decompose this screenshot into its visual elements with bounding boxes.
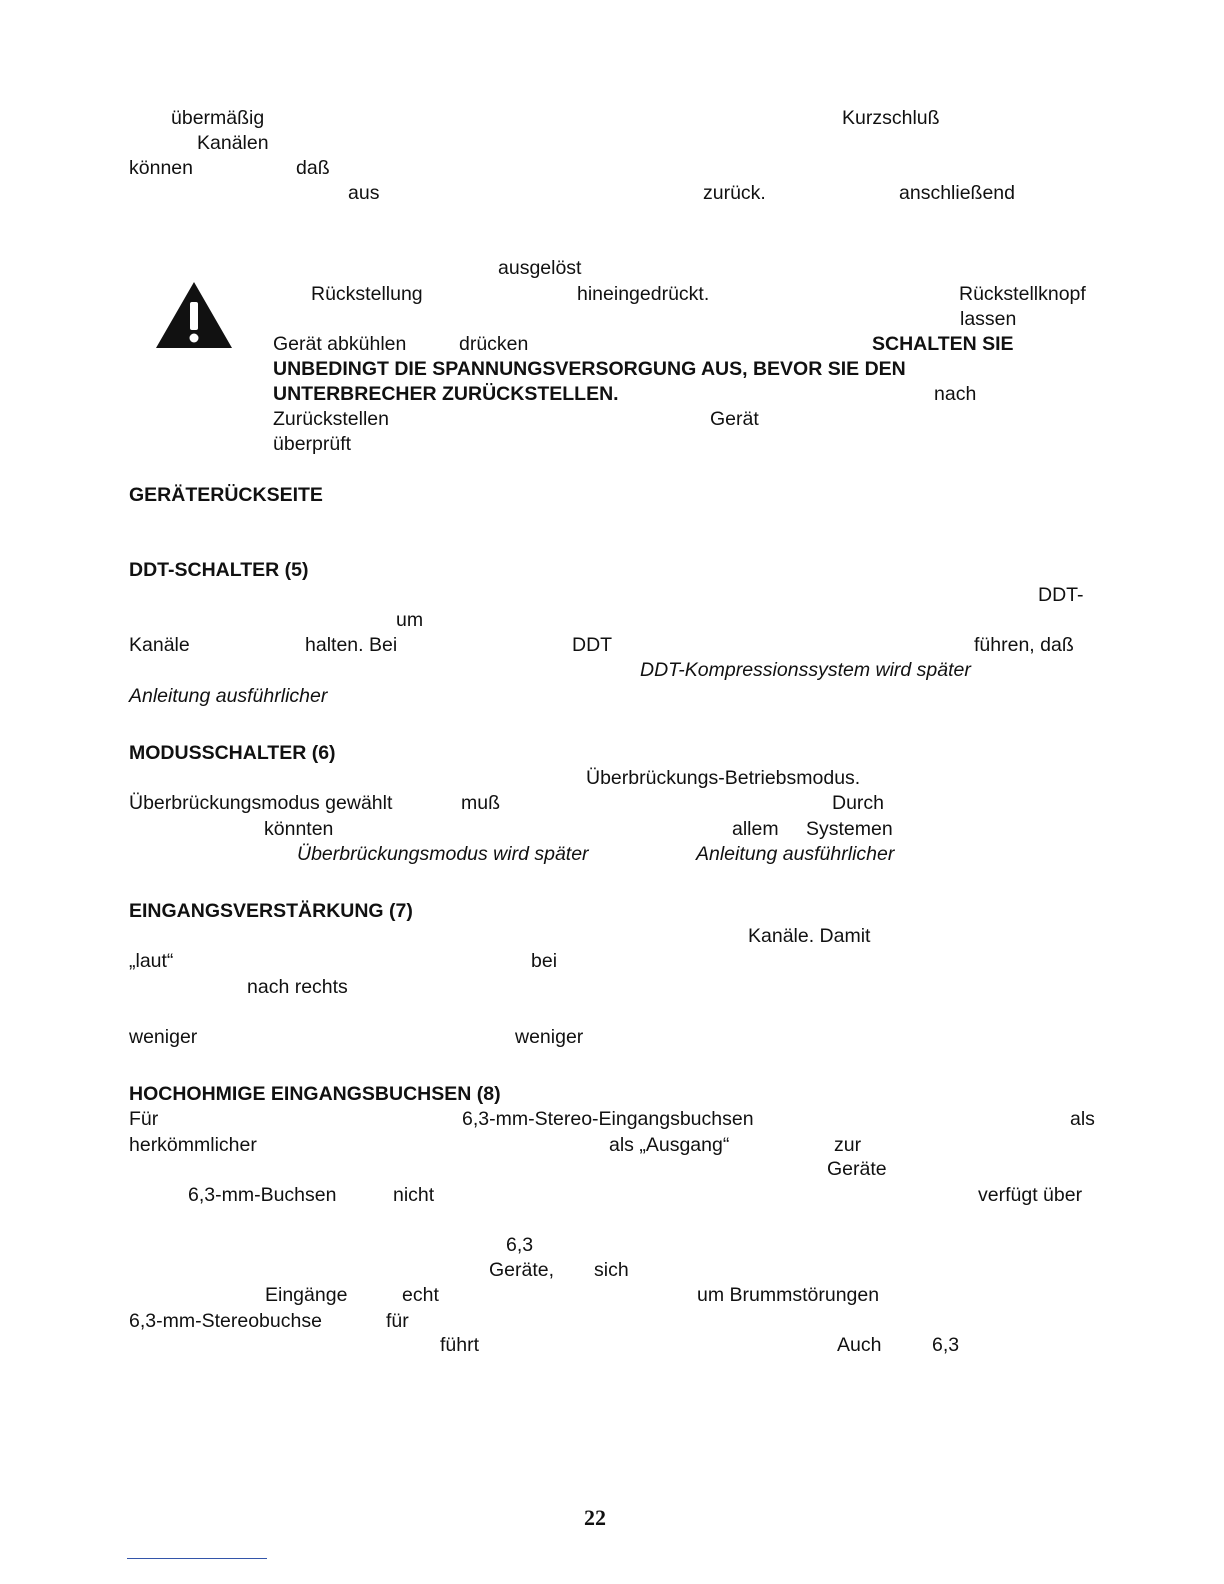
text-fragment: aus	[348, 182, 380, 204]
italic-fragment: Anleitung ausführlicher	[696, 843, 895, 865]
text-fragment: übermäßig	[171, 107, 265, 129]
text-fragment: „laut“	[129, 950, 174, 972]
text-fragment: nach	[934, 383, 977, 405]
italic-fragment: Anleitung ausführlicher	[129, 685, 328, 707]
text-fragment: Systemen	[806, 818, 893, 840]
text-fragment: drücken	[459, 333, 529, 355]
text-fragment: Durch	[832, 792, 885, 814]
text-fragment: Rückstellung	[311, 283, 423, 305]
text-fragment: um	[396, 609, 424, 631]
text-fragment: halten. Bei	[305, 634, 398, 656]
text-fragment: Für	[129, 1108, 159, 1130]
section-heading-inputs: HOCHOHMIGE EINGANGSBUCHSEN (8)	[129, 1083, 501, 1105]
text-fragment: weniger	[129, 1026, 198, 1048]
text-fragment: 6,3-mm-Stereobuchse	[129, 1310, 322, 1332]
text-fragment: Geräte,	[489, 1259, 555, 1281]
text-fragment: Rückstellknopf	[959, 283, 1086, 305]
text-fragment: Zurückstellen	[273, 408, 389, 430]
text-fragment: daß	[296, 157, 330, 179]
text-fragment: DDT-	[1038, 584, 1084, 606]
italic-fragment: Überbrückungsmodus wird später	[297, 843, 589, 865]
text-fragment: Kurzschluß	[842, 107, 940, 129]
text-fragment: führt	[440, 1334, 480, 1356]
text-fragment: 6,3	[932, 1334, 960, 1356]
text-fragment: führen, daß	[974, 634, 1074, 656]
text-fragment: DDT	[572, 634, 613, 656]
warning-bold-text: UNTERBRECHER ZURÜCKSTELLEN.	[273, 383, 619, 405]
text-fragment: als	[1070, 1108, 1095, 1130]
text-fragment: anschließend	[899, 182, 1015, 204]
text-fragment: 6,3	[506, 1234, 534, 1256]
text-fragment: muß	[461, 792, 500, 814]
warning-bold-text: SCHALTEN SIE	[872, 333, 1014, 355]
section-heading-rear: GERÄTERÜCKSEITE	[129, 484, 323, 506]
text-fragment: hineingedrückt.	[577, 283, 710, 305]
italic-fragment: DDT-Kompressionssystem wird später	[640, 659, 971, 681]
text-fragment: sich	[594, 1259, 629, 1281]
text-fragment: Kanälen	[197, 132, 269, 154]
text-fragment: zurück.	[703, 182, 766, 204]
section-heading-gain: EINGANGSVERSTÄRKUNG (7)	[129, 900, 413, 922]
text-fragment: zur	[834, 1134, 862, 1156]
text-fragment: könnten	[264, 818, 334, 840]
text-fragment: Auch	[837, 1334, 882, 1356]
warning-bold-text: UNBEDINGT DIE SPANNUNGSVERSORGUNG AUS, BEVOR SIE DEN	[273, 358, 906, 380]
text-fragment: allem	[732, 818, 779, 840]
warning-triangle-icon	[154, 280, 234, 350]
page-number: 22	[584, 1505, 606, 1530]
text-fragment: 6,3-mm-Stereo-Eingangsbuchsen	[462, 1108, 754, 1130]
text-fragment: als „Ausgang“	[609, 1134, 730, 1156]
footer-rule	[127, 1558, 267, 1559]
text-fragment: Überbrückungs-Betriebsmodus.	[586, 767, 861, 789]
text-fragment: Kanäle. Damit	[748, 925, 871, 947]
text-fragment: können	[129, 157, 193, 179]
text-fragment: nicht	[393, 1184, 435, 1206]
text-fragment: überprüft	[273, 433, 352, 455]
text-fragment: für	[386, 1310, 409, 1332]
text-fragment: Geräte	[827, 1158, 887, 1180]
text-fragment: Gerät abkühlen	[273, 333, 407, 355]
text-fragment: um Brummstörungen	[697, 1284, 880, 1306]
text-fragment: 6,3-mm-Buchsen	[188, 1184, 337, 1206]
text-fragment: nach rechts	[247, 976, 348, 998]
text-fragment: ausgelöst	[498, 257, 582, 279]
text-fragment: echt	[402, 1284, 439, 1306]
text-fragment: Gerät	[710, 408, 759, 430]
text-fragment: Eingänge	[265, 1284, 348, 1306]
text-fragment: herkömmlicher	[129, 1134, 257, 1156]
section-heading-ddt: DDT-SCHALTER (5)	[129, 559, 309, 581]
text-fragment: weniger	[515, 1026, 584, 1048]
text-fragment: Kanäle	[129, 634, 190, 656]
text-fragment: Überbrückungsmodus gewählt	[129, 792, 393, 814]
text-fragment: lassen	[960, 308, 1017, 330]
section-heading-mode: MODUSSCHALTER (6)	[129, 742, 336, 764]
text-fragment: verfügt über	[978, 1184, 1083, 1206]
text-fragment: bei	[531, 950, 558, 972]
